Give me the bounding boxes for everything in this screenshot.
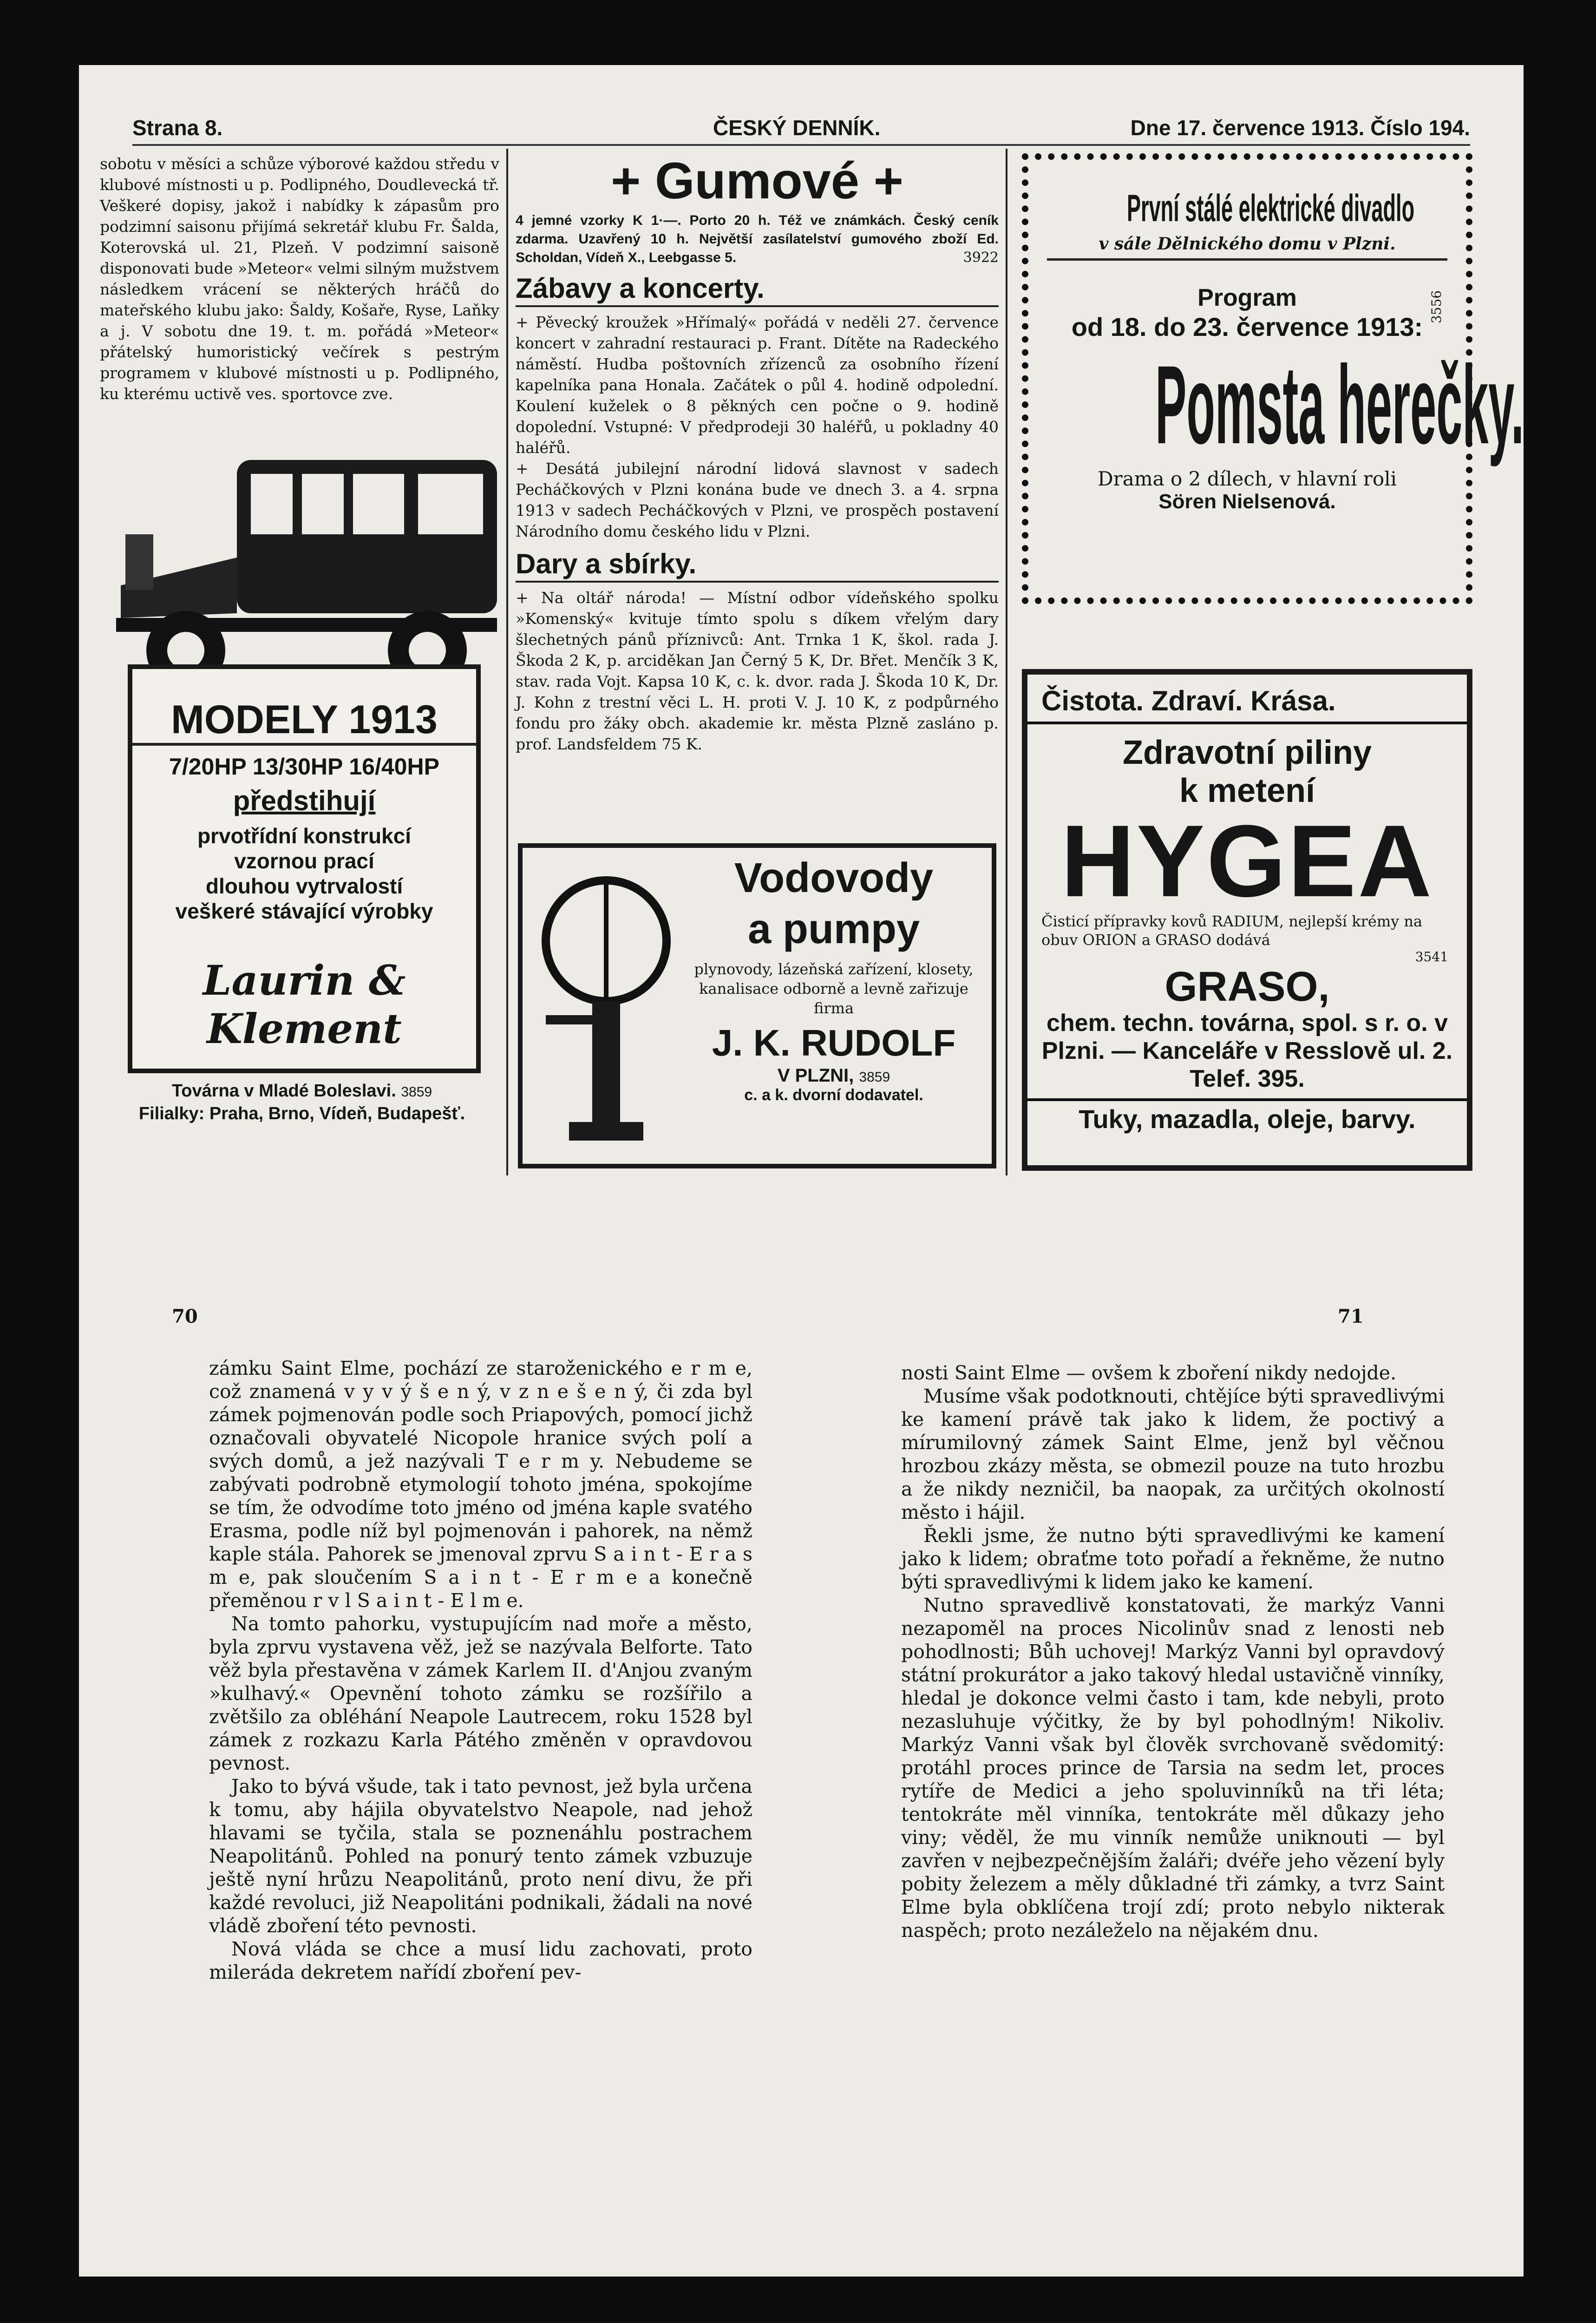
gum-ad-title: + Gumové + xyxy=(611,152,903,210)
book-page-right: 71 xyxy=(1338,1306,1364,1327)
hygea-sub: k metení xyxy=(1179,772,1315,809)
ad-code: 3859 xyxy=(401,1084,432,1100)
hygea-name: HYGEA xyxy=(1060,804,1434,918)
gum-ad-code: 3922 xyxy=(963,249,999,266)
book-paragraph: nosti Saint Elme — ovšem k zboření nikdy nedojde. xyxy=(901,1362,1397,1384)
ad-line: předstihují xyxy=(233,785,376,816)
hygea-bottom: Tuky, mazadla, oleje, barvy. xyxy=(1027,1098,1467,1134)
book-paragraph: Na tomto pahorku, vystupujícím nad moře a město, byla zprvu vystavena věž, jež se nazývala Belforte. Tato věž byla přestavěna v zámek Karlem II. d'Anjou zvaným »kulhavý.« Opevnění tohoto zámku se rozšířilo a zvětšilo za obléhání Neapole Lautrecem, roku 1528 byl zámek z rozkazu Karla Pátého změněn v opravdovou pevnost. xyxy=(209,1613,752,1774)
laurin-klement-ad xyxy=(128,664,481,1073)
hygea-top: Čistota. Zdraví. Krása. xyxy=(1027,675,1467,724)
sports-article: sobotu v měsíci a schůze výborové každou středu v klubové místnosti u p. Podlipného, Doudlevecká tř. Veškeré dopisy, jakož i nabídky k zápasům pro podzimní saisonu přijímá sekretář klubu Fr. Šalda, Koterovská ul. 21, Plzeň. V podzimní saisoně disponovati bude »Meteor« velmi silným mužstvem následkem vrácení se některých hráčů do mateřského klubu jako: Šaldy, Košaře, Ryse, Laňky a j. V sobotu dne 19. t. m. pořádá »Meteor« přátelský humoristický večírek s pestrým programem v klubové místnosti u p. Podlipného, ku kterému uctivě ves. sportovce zve. xyxy=(100,155,499,403)
hygea-ad xyxy=(1022,669,1472,1171)
book-paragraph: Nová vláda se chce a musí lidu zachovati, proto milerádа dekretem nařídí zboření pev- xyxy=(209,1938,752,1983)
ad-line: vzornou prací xyxy=(234,849,374,873)
cinema-place: v sále Dělnického domu v Plzni. xyxy=(1047,234,1447,261)
pump-illustration xyxy=(532,862,680,1159)
cinema-title: První stálé elektrické divadlo xyxy=(1126,187,1415,230)
ad-line: prvotřídní konstrukcí xyxy=(197,824,412,848)
book-left-column xyxy=(209,1357,752,1984)
book-paragraph: Jako to bývá všude, tak i tato pevnost, jež byla určena k tomu, aby hájila obyvatelstvo Neapole, nad jehož hlavami se tyčila, stala se poznenáhlu postrachem Neapolitánů. Pohled na ponurý tento zámek vzbuzuje ještě nyní hrůzu Neapolitánů, proto není divu, že při každé revoluci, již Neapolitáni podnikali, žádali na nové vládě zboření této pevnosti. xyxy=(209,1775,752,1937)
hygea-sub: Zdravotní piliny xyxy=(1122,734,1372,771)
vod-text: plynovody, lázeňská zařízení, klosety, kanalisace odborně a levně zařizuje firma xyxy=(694,960,974,1017)
dary-text: + Na oltář národa! — Místní odbor vídeňského spolku »Komenský« kvituje tímto spolu s díkem vřelým dary šlechetných pánů příznivců: Ant. Trnka 1 K, škol. rada J. Škoda 2 K, p. arciděkan Jan Černý 5 K, Dr. Břet. Menčík 3 K, stav. rada Vojt. Kapsa 10 K, c. k. dvor. rada J. Škoda 10 K, Dr. J. Kohn z trestní věci L. H. proti V. J. 10 K, z podpůrného fondu pro žáky obch. akademie kr. města Plzně zasláno p. prof. Landsfeldem 75 K. xyxy=(516,589,999,753)
zabavy-item: + Desátá jubilejní národní lidová slavnost v sadech Pecháčkových v Plzni konána bude ve dnech 3. a 4. srpna 1913 v sadech Pecháčkových v Plzni, ve prospěch postavení Národního domu českého lidu v Plzni. xyxy=(516,459,999,540)
issue-date: Dne 17. července 1913. Číslo 194. xyxy=(1130,116,1470,140)
vod-code: 3859 xyxy=(859,1070,890,1085)
vod-sub: c. a k. dvorní dodavatel. xyxy=(744,1086,923,1104)
film-actor: Sören Nielsenová. xyxy=(1158,490,1336,513)
hygea-code: 3541 xyxy=(1415,949,1448,965)
column-rule xyxy=(506,149,508,1175)
vod-city: V PLZNI, xyxy=(777,1065,854,1086)
book-paragraph: Nutno spravedlivě konstatovati, že markýz Vanni nezapoměl na proces Nicolinův snad z lenosti neb pohodlnosti; Bůh uchovej! Markýz Vanni byl opravdový státní prokurátor a jako takový hledal ustavičně vinníky, hledal je dokonce velmi často i tam, kde nebyli, proto nezasluhuje výčitky, že by byl pohodlným! Nikoliv. Markýz Vanni však byl člověk svrchovaně svědomitý: protáhl proces prince de Tarsia na sedm let, proces rytíře de Medici a jeho spoluvinníků na tři léta; tentokráte měl vinníka, tentokráte měl důkazy jeho viny; věděl, že mu vinník nemůže uniknouti — byl zavřen v nejbezpečnějším žaláři; dvéře jeho vězení byly pobity železem a měly důkladné tři zámky, a tvrz Saint Elme byla obklíčena trojí zdí; proto nebylo nikterak naspěch; proto nezáleželo na nějakém dnu. xyxy=(901,1594,1445,1942)
ad-line: veškeré stávající výrobky xyxy=(175,899,433,923)
column-rule xyxy=(1006,149,1007,1175)
cinema-program: Program xyxy=(1197,284,1297,311)
ad-models: 7/20HP 13/30HP 16/40HP xyxy=(169,754,439,780)
film-title: Pomsta herečky. xyxy=(1155,342,1524,467)
vod-title: a pumpy xyxy=(747,906,920,952)
factory-text: Továrna v Mladé Boleslavi. xyxy=(171,1081,396,1101)
hygea-graso: GRASO, xyxy=(1164,964,1330,1010)
book-paragraph: zámku Saint Elme, pochází ze staroženického e r m e, což znamená v y v ý š e n ý, v z n e š e n ý, či zda byl zámek pojmenován podle soch Priapových, pomocí jichž označovali obyvatelé Nicopole hranice svých polí a svých domů, a jež nazývali T e r m y. Nebudeme se zabývati podrobně etymologií tohoto jména, spokojíme se tím, že odvodíme toto jméno od jména kaple svatého Erasma, podle níž byl pojmenován i pahorek, na němž kaple stála. Pahorek se jmenoval zprvu S a i n t - E r a s m e, pak sloučením S a i n t - E r m e a konečně přeměnou r v l S a i n t - E l m e. xyxy=(209,1357,752,1612)
branches-text: Filialky: Praha, Brno, Vídeň, Budapešť. xyxy=(138,1104,465,1123)
book-right-column xyxy=(901,1361,1445,1942)
gum-ad-text: 4 jemné vzorky K 1·—. Porto 20 h. Též ve známkách. Český ceník zdarma. Uzavřený 10 h. Největší zasílatelství gumového zboží Ed. Scholdan, Vídeň X., Leebgasse 5. xyxy=(516,213,999,265)
cinema-code: 3556 xyxy=(1428,290,1444,324)
cinema-dates: od 18. do 23. července 1913: xyxy=(1071,312,1423,341)
cinema-ad xyxy=(1022,153,1524,604)
vod-firm: J. K. RUDOLF xyxy=(712,1022,956,1063)
car-illustration xyxy=(111,418,502,697)
ad-line: dlouhou vytrvalostí xyxy=(205,874,403,898)
page-header xyxy=(132,112,1470,146)
hygea-text: Čisticí přípravky kovů RADIUM, nejlepší krémy na obuv ORION a GRASO dodává xyxy=(1041,912,1423,949)
zabavy-item: + Pěvecký kroužek »Hřímalý« pořádá v neděli 27. července koncert v zahradní restauraci p. Frant. Dítěte na Radeckého náměstí. Hudba poštovních zřízenců za osobního řízení kapelníka pana Honala. Začátek o půl 4. hodině odpolední. Koulení kuželek o 8 pěkných cen počne o 9. hodině dopolední. Vstupné: V předprodeji 30 haléřů, u pokladny 40 haléřů. xyxy=(516,313,999,457)
newspaper-page xyxy=(79,65,1524,2277)
section-zabavy: Zábavy a koncerty. xyxy=(516,272,999,307)
film-desc: Drama o 2 dílech, v hlavní roli xyxy=(1098,467,1397,490)
middle-column xyxy=(516,151,999,755)
factory-info xyxy=(102,1080,502,1124)
hygea-firm: chem. techn. továrna, spol. s r. o. v Plzni. — Kanceláře v Resslově ul. 2. Telef. 395. xyxy=(1041,1010,1453,1092)
rudolf-ad xyxy=(518,843,996,1168)
book-paragraph: Musíme však podotknouti, chtějíce býti spravedlivými ke kamení právě tak jako k lidem, že poctivý a mírumilovný zámek Saint Elme, jenž byl věčnou hrozbou zkázy města, se obmezil pouze na tuto hrozbu a že nikdy nezničil, ba naopak, za určitých okolností město i hájil. xyxy=(901,1385,1445,1523)
section-dary: Dary a sbírky. xyxy=(516,547,999,583)
newspaper-title: ČESKÝ DENNÍK. xyxy=(713,116,881,140)
vod-title: Vodovody xyxy=(734,855,934,901)
ad-headline: MODELY 1913 xyxy=(132,697,476,746)
page-number: Strana 8. xyxy=(132,116,223,140)
book-page-left: 70 xyxy=(172,1306,198,1327)
brand-logo: Laurin & Klement xyxy=(203,956,406,1053)
book-paragraph: Řekli jsme, že nutno býti spravedlivými ke kamení jako k lidem; obraťme toto pořadí a řekněme, že nutno býti spravedlivými k lidem jako ke kamení. xyxy=(901,1524,1445,1593)
